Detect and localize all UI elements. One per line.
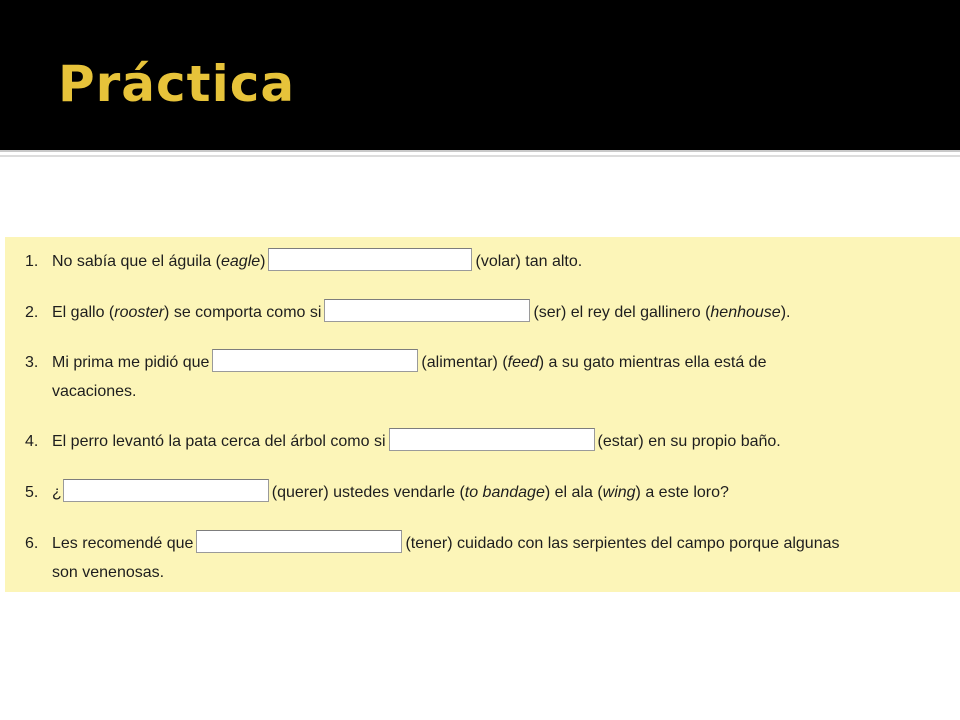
item-number: 4.: [25, 433, 39, 450]
item-text: [52, 427, 952, 457]
text-segment: ): [260, 253, 266, 270]
item-number: 3.: [25, 354, 39, 371]
exercise-panel: [5, 237, 960, 592]
text-segment: ¿: [52, 484, 62, 501]
answer-input-2[interactable]: [324, 299, 530, 322]
english-gloss: feed: [507, 354, 539, 371]
english-gloss: henhouse: [710, 304, 781, 321]
answer-input-3[interactable]: [212, 349, 418, 372]
item-text: [52, 348, 952, 378]
answer-input-5[interactable]: [63, 479, 269, 502]
item-text: [52, 247, 952, 277]
item-number: 6.: [25, 535, 39, 552]
text-segment: ) se comporta como si: [164, 304, 322, 321]
text-segment: ) el ala (: [544, 484, 603, 501]
english-gloss: wing: [602, 484, 636, 501]
text-segment: El perro levantó la pata cerca del árbol como si: [52, 433, 386, 450]
item-text: [52, 298, 952, 328]
verb-hint: (querer) ustedes vendarle (: [271, 484, 465, 501]
answer-input-4[interactable]: [389, 428, 595, 451]
text-segment: Les recomendé que: [52, 535, 194, 552]
item-text: [52, 529, 952, 559]
english-gloss: eagle: [221, 253, 261, 270]
verb-hint: (alimentar) (: [421, 354, 508, 371]
answer-input-1[interactable]: [268, 248, 472, 271]
answer-input-6[interactable]: [196, 530, 402, 553]
verb-hint: (ser) el rey del gallinero (: [533, 304, 711, 321]
text-segment: No sabía que el águila (: [52, 253, 221, 270]
item-number: 2.: [25, 304, 39, 321]
verb-hint: (estar) en su propio baño.: [597, 433, 781, 450]
text-segment: vacaciones.: [52, 383, 137, 400]
divider-line-secondary: [0, 155, 960, 157]
item-text: [52, 478, 952, 508]
item-number: 5.: [25, 484, 39, 501]
text-segment: Mi prima me pidió que: [52, 354, 210, 371]
verb-hint: (volar) tan alto.: [475, 253, 583, 270]
item-number: 1.: [25, 253, 39, 270]
text-segment: ).: [780, 304, 791, 321]
text-segment: El gallo (: [52, 304, 115, 321]
text-segment: ) a su gato mientras ella está de: [538, 354, 767, 371]
slide-title: Práctica: [58, 55, 296, 113]
divider-line: [0, 150, 960, 152]
english-gloss: to bandage: [464, 484, 545, 501]
english-gloss: rooster: [114, 304, 165, 321]
text-segment: ) a este loro?: [635, 484, 729, 501]
title-bar: [0, 0, 960, 150]
text-segment: son venenosas.: [52, 564, 165, 581]
verb-hint: (tener) cuidado con las serpientes del campo porque algunas: [405, 535, 840, 552]
